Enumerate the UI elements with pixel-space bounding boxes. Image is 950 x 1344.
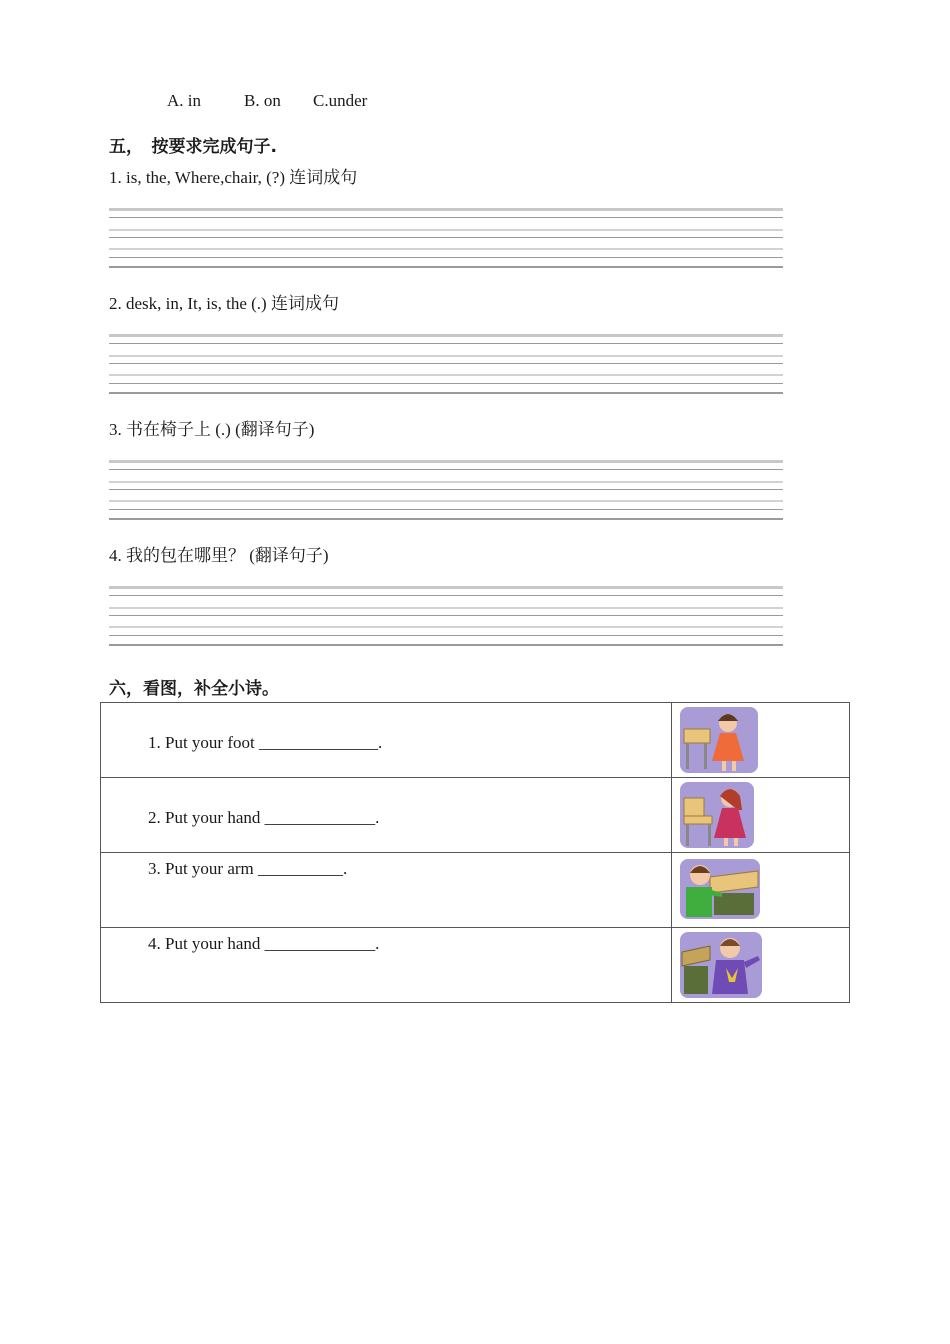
answer-lines-1 <box>109 208 783 270</box>
poem-line-3: 3. Put your arm __________. <box>148 859 348 878</box>
answer-lines-2 <box>109 334 783 396</box>
question-4: 4. 我的包在哪里？ (翻译句子) <box>109 546 329 565</box>
section-5-title: 五， 按要求完成句子. <box>109 137 277 157</box>
question-1: 1. is, the, Where,chair, (?) 连词成句 <box>109 168 358 187</box>
poem-row <box>101 778 850 853</box>
girl-touching-chair-picture <box>680 707 758 773</box>
option-a: A. in <box>167 91 201 110</box>
poem-line-1: 1. Put your foot ______________. <box>148 733 383 752</box>
answer-lines-4 <box>109 586 783 648</box>
poem-row <box>101 853 850 928</box>
poem-table <box>100 702 850 1003</box>
poem-line-2: 2. Put your hand _____________. <box>148 808 380 827</box>
answer-lines-3 <box>109 460 783 522</box>
answer-options <box>167 91 367 111</box>
girl-hand-on-chair-picture <box>680 782 754 848</box>
poem-line-4: 4. Put your hand _____________. <box>148 934 380 953</box>
boy-behind-desk-picture <box>680 932 762 998</box>
boy-arm-on-desk-picture <box>680 859 760 919</box>
poem-row <box>101 928 850 1003</box>
question-2: 2. desk, in, It, is, the (.) 连词成句 <box>109 294 339 313</box>
question-3: 3. 书在椅子上 (.) (翻译句子) <box>109 420 315 439</box>
option-b: B. on <box>244 91 281 110</box>
poem-row <box>101 703 850 778</box>
option-c: C.under <box>313 91 368 110</box>
section-6-title: 六，看图，补全小诗。 <box>109 679 279 699</box>
